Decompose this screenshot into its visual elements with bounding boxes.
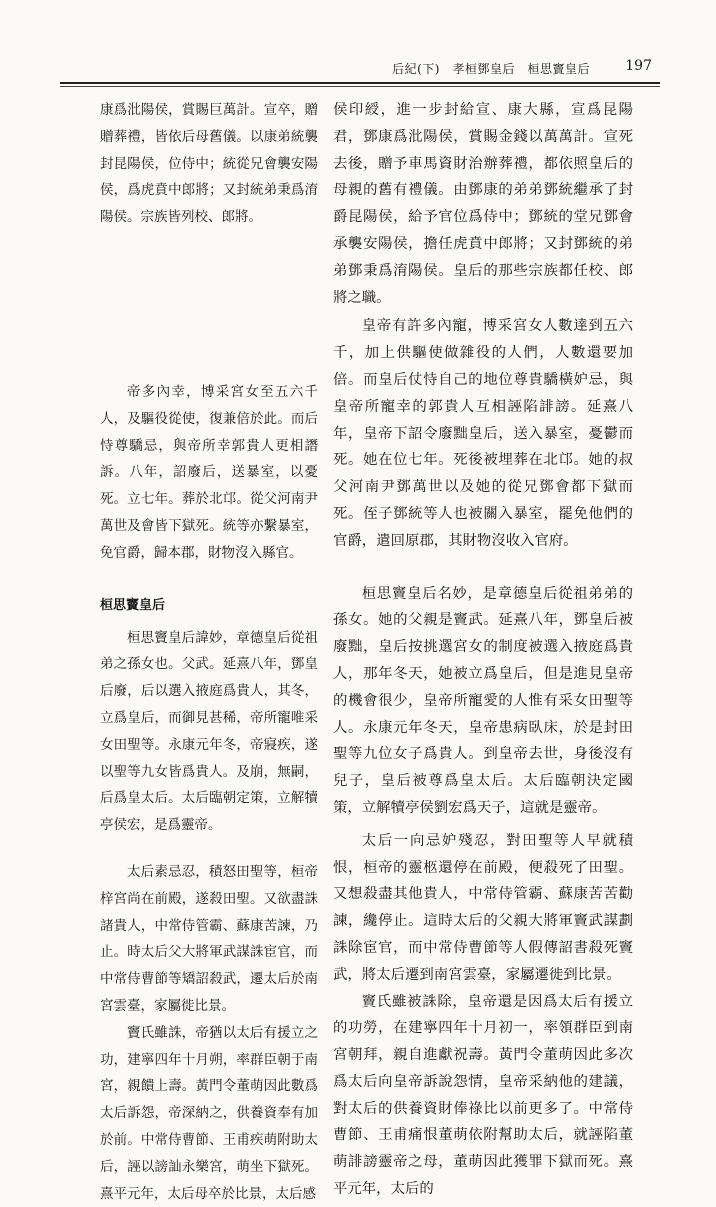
original-text-column [100,97,318,1207]
page-header [60,54,660,80]
original-paragraph-2: 帝多內幸，博采宮女至五六千人，及驅役從使，復兼倍於此。而后恃尊驕忌，與帝所幸郭貴人更相譖訴。八年，詔廢后，送暴室，以憂死。立七年。葬於北邙。從父河南尹萬世及會皆下獄死。統等亦繫暴室，免官爵，歸本郡，財物沒入縣官。 [100,383,318,561]
header-rule [60,82,660,84]
translation-paragraph-2: 皇帝有許多內寵，博采宮女人數達到五六千，加上供驅使做雜役的人們，人數還要加倍。而皇后仗恃自己的地位尊貴驕橫妒忌，與皇帝所寵幸的郭貴人互相誣陷誹謗。延熹八年，皇帝下詔令廢黜皇后，送入暴室，憂鬱而死。她在位七年。死後被埋葬在北邙。她的叔父河南尹鄧萬世以及她的從兄鄧會都下獄而死。侄子鄧統等人也被關入暴室，罷免他們的官爵，遣回原郡，其財物沒收入官府。 [333,318,633,549]
original-paragraph-5: 竇氏雖誅，帝猶以太后有援立之功，建寧四年十月朔，率群臣朝于南宮，親饋上壽。黃門令董萌因此數爲太后訴怨，帝深納之，供養資奉有加於前。中常侍曹節、王甫疾萌附助太后，誣以謗訕永樂宮，萌坐下獄死。熹平元年，太后母卒於比景，太后感 [100,1024,318,1202]
translation-paragraph-4: 太后一向忌妒殘忍，對田聖等人早就積恨，桓帝的靈柩還停在前殿，便殺死了田聖。又想殺盡其他貴人，中常侍管霸、蘇康苦苦勸諫，纔停止。這時太后的父親大將軍竇武謀劃誅除宦官，而中常侍曹節等人假傳詔書殺死竇武，將太后遷到南宮雲臺，家屬遷徙到比景。 [333,832,633,983]
header-rule-thin [60,86,660,87]
translation-paragraph-5: 竇氏雖被誅除，皇帝還是因爲太后有援立的功勞，在建寧四年十月初一，率領群臣到南宮朝拜，親自進獻祝壽。黃門令董萌因此多次爲太后向皇帝訴說怨情，皇帝采納他的建議，對太后的供養資財俸祿比以前更多了。中常侍曹節、王甫痛恨董萌依附幫助太后，就誣陷董萌誹謗靈帝之母，董萌因此獲罪下獄而死。熹平元年，太后的 [333,993,633,1198]
running-title: 后紀(下) 孝桓鄧皇后 桓思竇皇后 [392,62,590,76]
original-paragraph-4: 太后素忌忍，積怒田聖等，桓帝梓宮尚在前殿，遂殺田聖。又欲盡誅諸貴人，中常侍管霸、蘇康苦諫，乃止。時太后父大將軍武謀誅宦官，而中常侍曹節等矯詔殺武，遷太后於南宮雲臺，家屬徙比景。 [100,863,318,1014]
translation-paragraph-1: 侯印綬，進一步封給宣、康大縣，宣爲昆陽君，鄧康爲沘陽侯，賞賜金錢以萬萬計。宣死去後，贈予車馬資財治辦葬禮，都依照皇后的母親的舊有禮儀。由鄧康的弟弟鄧統繼承了封爵昆陽侯，給予官位爲侍中；鄧統的堂兄鄧會承襲安陽侯，擔任虎賁中郎將；又封鄧統的弟弟鄧秉爲淯陽侯。皇后的那些宗族都任校、郎將之職。 [333,102,633,306]
translation-paragraph-3: 桓思竇皇后名妙，是章德皇后從祖弟弟的孫女。她的父親是竇武。延熹八年，鄧皇后被廢黜，皇后按挑選宮女的制度被選入掖庭爲貴人，那年冬天，她被立爲皇后，但是進見皇帝的機會很少，皇帝所寵愛的人惟有采女田聖等人。永康元年冬天，皇帝患病臥床，於是封田聖等九位女子爲貴人。到皇帝去世，身後沒有兒子，皇后被尊爲皇太后。太后臨朝決定國策，立解犢亭侯劉宏爲天子，這就是靈帝。 [333,585,633,816]
original-paragraph-3: 桓思竇皇后諱妙，章德皇后從祖弟之孫女也。父武。延熹八年，鄧皇后廢，后以選入掖庭爲貴人，其冬，立爲皇后，而御見甚稀，帝所寵唯采女田聖等。永康元年冬，帝寢疾，遂以聖等九女皆爲貴人。及崩，無嗣，后爲皇太后。太后臨朝定策，立解犢亭侯宏，是爲靈帝。 [100,629,318,834]
translation-column [333,97,633,1203]
section-heading: 桓思竇皇后 [100,597,166,613]
original-paragraph-1: 康爲沘陽侯，賞賜巨萬計。宣卒，贈贈葬禮，皆依后母舊儀。以康弟統襲封昆陽侯，位侍中；統從兄會襲安陽侯，爲虎賁中郎將；又封統弟秉爲淯陽侯。宗族皆列校、郎將。 [100,102,318,226]
page-number: 197 [625,58,652,74]
